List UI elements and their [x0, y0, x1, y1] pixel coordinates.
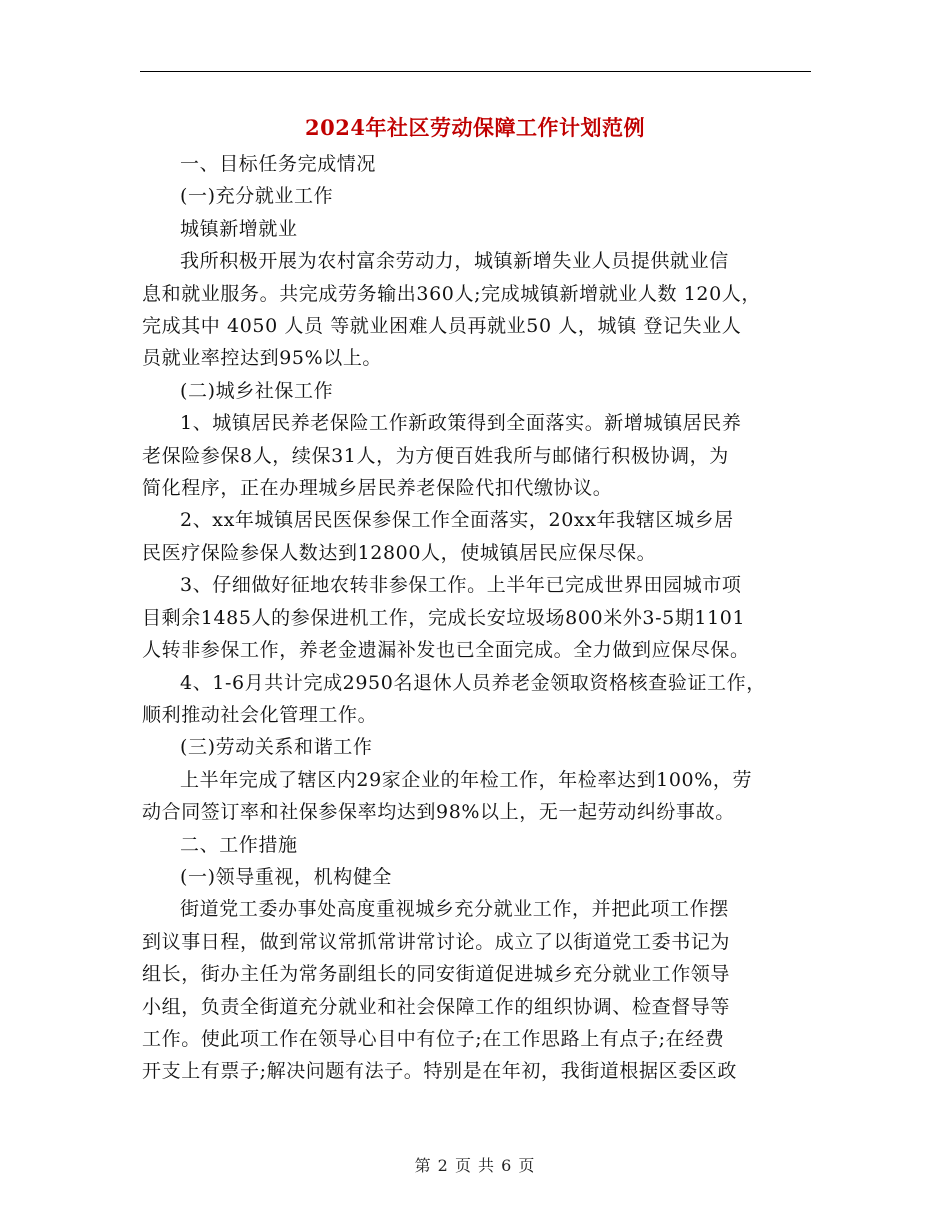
text-line: (二)城乡社保工作 — [180, 379, 334, 402]
text-line: 简化程序，正在办理城乡居民养老保险代扣代缴协议。 — [142, 477, 613, 500]
text-line: 街道党工委办事处高度重视城乡充分就业工作，并把此项工作摆 — [180, 898, 729, 921]
text-line: 动合同签订率和社保参保率均达到98%以上，无一起劳动纠纷事故。 — [142, 801, 735, 824]
text-line: 目剩余1485人的参保进机工作，完成长安垃圾场800米外3-5期1101 — [142, 606, 746, 629]
text-line: (一)领导重视，机构健全 — [180, 865, 393, 888]
text-line: 到议事日程，做到常议常抓常讲常讨论。成立了以街道党工委书记为 — [142, 930, 731, 953]
text-line: 员就业率控达到95%以上。 — [142, 347, 383, 370]
text-line: 2、xx年城镇居民医保参保工作全面落实，20xx年我辖区城乡居 — [180, 509, 734, 532]
text-line: 民医疗保险参保人数达到12800人，使城镇居民应保尽保。 — [142, 541, 657, 564]
text-line: 工作。使此项工作在领导心目中有位子;在工作思路上有点子;在经费 — [142, 1027, 725, 1050]
paragraph — [142, 148, 810, 180]
text-line: 1、城镇居民养老保险工作新政策得到全面落实。新增城镇居民养 — [180, 412, 742, 435]
document-body — [142, 148, 810, 1088]
text-line: 息和就业服务。共完成劳务输出360人;完成城镇新增就业人数 120人， — [142, 282, 761, 305]
text-line: (三)劳动关系和谐工作 — [180, 736, 373, 759]
text-line: 3、仔细做好征地农转非参保工作。上半年已完成世界田园城市项 — [180, 574, 742, 597]
text-line: 我所积极开展为农村富余劳动力，城镇新增失业人员提供就业信 — [180, 250, 729, 273]
paragraph — [142, 569, 810, 666]
text-line: 城镇新增就业 — [180, 217, 298, 240]
text-line: 组长，街办主任为常务副组长的同安街道促进城乡充分就业工作领导 — [142, 963, 731, 986]
paragraph — [142, 375, 810, 407]
text-line: (一)充分就业工作 — [180, 185, 334, 208]
text-line: 顺利推动社会化管理工作。 — [142, 703, 378, 726]
text-line: 4、1-6月共计完成2950名退休人员养老金领取资格核查验证工作， — [180, 671, 766, 694]
paragraph — [142, 407, 810, 504]
paragraph — [142, 861, 810, 893]
paragraph — [142, 764, 810, 829]
paragraph — [142, 829, 810, 861]
paragraph — [142, 180, 810, 212]
paragraph — [142, 893, 810, 1087]
paragraph — [142, 213, 810, 245]
text-line: 完成其中 4050 人员 等就业困难人员再就业50 人，城镇 登记失业人 — [142, 315, 742, 338]
text-line: 开支上有票子;解决问题有法子。特别是在年初，我街道根据区委区政 — [142, 1060, 738, 1083]
paragraph — [142, 667, 810, 732]
text-line: 二、工作措施 — [180, 833, 298, 856]
text-line: 小组，负责全街道充分就业和社会保障工作的组织协调、检查督导等 — [142, 995, 731, 1018]
paragraph — [142, 245, 810, 375]
text-line: 上半年完成了辖区内29家企业的年检工作，年检率达到100%，劳 — [180, 768, 753, 791]
paragraph — [142, 504, 810, 569]
text-line: 老保险参保8人，续保31人，为方便百姓我所与邮储行积极协调，为 — [142, 444, 729, 467]
paragraph — [142, 731, 810, 763]
header-rule — [140, 71, 811, 72]
page-footer: 第 2 页 共 6 页 — [414, 1156, 536, 1175]
text-line: 人转非参保工作，养老金遗漏补发也已全面完成。全力做到应保尽保。 — [142, 639, 750, 662]
text-line: 一、目标任务完成情况 — [180, 153, 377, 175]
document-title: 2024年社区劳动保障工作计划范例 — [305, 115, 645, 140]
